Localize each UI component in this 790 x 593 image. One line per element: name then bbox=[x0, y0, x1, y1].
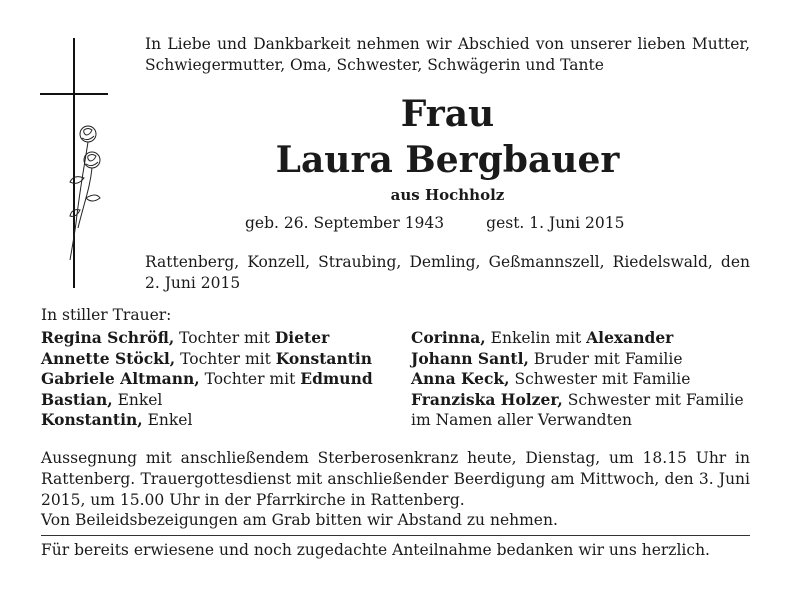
mourner-entry: Franziska Holzer, Schwester mit Familie bbox=[411, 389, 744, 409]
places-date: Rattenberg, Konzell, Straubing, Demling, Geßmannszell, Riedelswald, den 2. Juni 2015 bbox=[145, 253, 750, 292]
mourner-entry: Corinna, Enkelin mit Alexander bbox=[411, 328, 674, 347]
honorific: Frau bbox=[400, 93, 495, 135]
cross-with-roses-icon bbox=[40, 38, 112, 288]
mourner-entry: Anna Keck, Schwester mit Familie bbox=[411, 369, 691, 388]
mourner-entry: Bastian, Enkel bbox=[41, 389, 163, 409]
mourner-entry: im Namen aller Verwandten bbox=[411, 411, 632, 429]
thanks-note: Für bereits erwiesene und noch zugedachte Anteilnahme bedanken wir uns herzlich. bbox=[41, 541, 710, 559]
condolence-note: Von Beileidsbezeigungen am Grab bitten wir Abstand zu nehmen. bbox=[41, 511, 558, 529]
origin: aus Hochholz bbox=[390, 186, 505, 204]
mourner-entry: Annette Stöckl, Tochter mit Konstantin bbox=[41, 348, 373, 368]
mourners-title: In stiller Trauer: bbox=[41, 306, 172, 324]
divider bbox=[41, 535, 750, 536]
birth-date: geb. 26. September 1943 bbox=[245, 214, 445, 232]
life-dates bbox=[245, 214, 625, 232]
mourners-left bbox=[41, 328, 406, 431]
service-info: Aussegnung mit anschließendem Sterberosenkranz heute, Dienstag, um 18.15 Uhr in Rattenberg. Trauergottesdienst mit anschließender Beerdigung am Mittwoch, den 3. Juni 2015, um 15.00 Uhr in der Pfarrkirche in Rattenberg. bbox=[41, 449, 750, 509]
mourner-entry: Regina Schröfl, Tochter mit Dieter bbox=[41, 328, 330, 347]
mourner-entry: Gabriele Altmann, Tochter mit Edmund bbox=[41, 369, 373, 388]
mourner-entry: Konstantin, Enkel bbox=[41, 410, 193, 429]
intro-text: In Liebe und Dankbarkeit nehmen wir Abschied von unserer lieben Mutter, Schwiegermutter, Oma, Schwester, Schwägerin und Tante bbox=[145, 35, 750, 74]
death-date: gest. 1. Juni 2015 bbox=[486, 214, 625, 232]
mourners-right bbox=[411, 328, 756, 431]
mourner-entry: Johann Santl, Bruder mit Familie bbox=[411, 348, 683, 368]
deceased-name: Laura Bergbauer bbox=[275, 139, 620, 181]
